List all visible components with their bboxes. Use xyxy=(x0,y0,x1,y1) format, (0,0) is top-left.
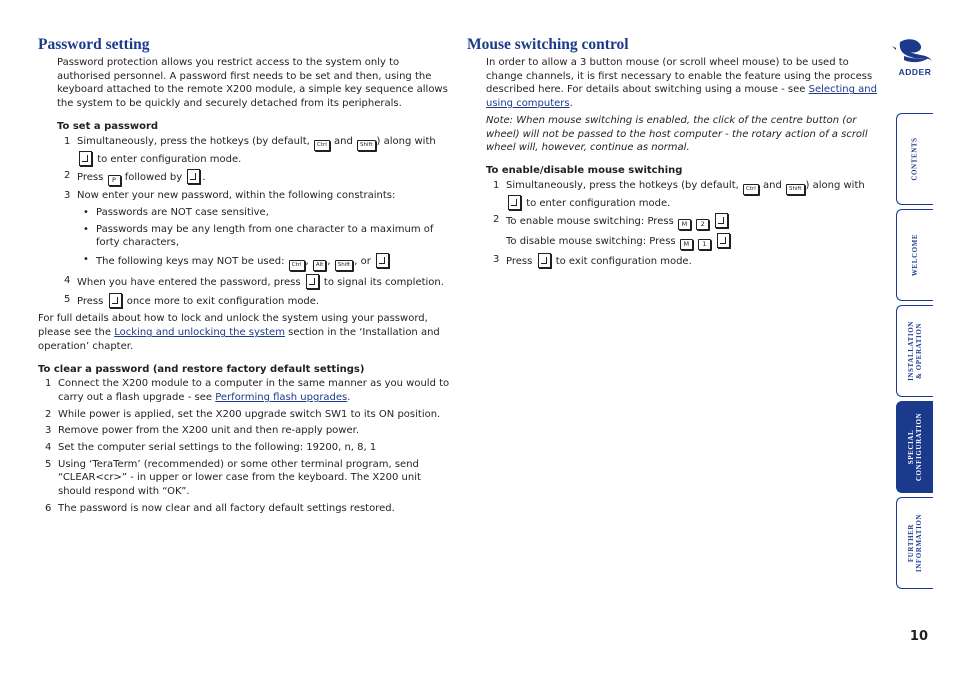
mouse-switching-section xyxy=(467,36,879,269)
set-step-5: 5 Press once more to exit configuration mode. xyxy=(64,293,320,307)
clear-step-4: 4 Set the computer serial settings to the following: 19200, n, 8, 1 xyxy=(45,442,377,454)
ctrl-key-icon: Ctrl xyxy=(289,260,305,271)
clear-password-title: To clear a password (and restore factory default settings) xyxy=(38,363,365,375)
enter-key-icon xyxy=(717,233,730,248)
constraint-bullet-3: • The following keys may NOT be used: Ctrl , Alt , Shift , or xyxy=(57,253,450,271)
password-intro: Password protection allows you restrict access to the system only to authorised personnel. A password first needs to be set and then, using the keyboard attached to the remote X200 module, a simple key sequence allows the system to be quickly and securely detached from its peripherals. xyxy=(57,57,448,110)
enter-key-icon xyxy=(187,169,200,184)
tab-special-configuration[interactable]: SPECIAL CONFIGURATION xyxy=(896,401,933,493)
set-step-4: 4 When you have entered the password, press to signal its completion. xyxy=(64,275,444,289)
m-key-icon: M xyxy=(678,219,691,230)
tab-further-information[interactable]: FURTHER INFORMATION xyxy=(896,497,933,589)
tab-installation-operation[interactable]: INSTALLATION & OPERATION xyxy=(896,305,933,397)
enable-mouse-title: To enable/disable mouse switching xyxy=(486,164,683,176)
mouse-switching-heading: Mouse switching control xyxy=(467,36,629,53)
selecting-computers-link[interactable]: Selecting and using computers xyxy=(486,84,877,110)
shift-key-icon: Shift xyxy=(786,184,805,195)
constraint-bullet-1: • Passwords are NOT case sensitive, xyxy=(57,206,450,220)
enter-key-icon xyxy=(376,253,389,268)
shift-key-icon: Shift xyxy=(335,260,354,271)
enter-key-icon xyxy=(79,151,92,166)
set-step-3: 3 Now enter your new password, within the following constraints: xyxy=(64,190,396,202)
m-key-icon: M xyxy=(680,239,693,250)
ctrl-key-icon: Ctrl xyxy=(314,140,330,151)
enable-step-1: 1 Simultaneously, press the hotkeys (by default, Ctrl and Shift ) along with to enter configuration mode. xyxy=(493,179,865,209)
clear-step-2: 2 While power is applied, set the X200 upgrade switch SW1 to its ON position. xyxy=(45,408,441,420)
clear-step-3: 3 Remove power from the X200 unit and then re-apply power. xyxy=(45,425,359,437)
enter-key-icon xyxy=(508,195,521,210)
clear-step-6: 6 The password is now clear and all factory default settings restored. xyxy=(45,502,395,514)
enable-step-3: 3 Press to exit configuration mode. xyxy=(493,254,692,268)
enable-step-2: 2 To enable mouse switching: Press M 2 To disable mouse switching: Press M 1 xyxy=(486,213,879,250)
enter-key-icon xyxy=(306,274,319,289)
mouse-intro: In order to allow a 3 button mouse (or scroll wheel mouse) to be used to change channels, it is first necessary to enable the feature using the process described here. For details about switching using a mouse - see Selecting and using computers. xyxy=(486,57,877,110)
one-key-icon: 1 xyxy=(698,239,711,250)
enter-key-icon xyxy=(109,293,122,308)
disable-line: To disable mouse switching: Press M 1 xyxy=(506,233,879,250)
alt-key-icon: Alt xyxy=(313,260,326,271)
set-password-title: To set a password xyxy=(57,120,159,132)
ctrl-key-icon: Ctrl xyxy=(743,184,759,195)
shift-key-icon: Shift xyxy=(357,140,376,151)
mouse-note: Note: When mouse switching is enabled, the click of the centre button (or wheel) will not be passed to the host computer - the rotary action of a scroll wheel will, however, continue as normal. xyxy=(486,114,868,154)
tab-contents[interactable]: CONTENTS xyxy=(896,113,933,205)
password-setting-heading: Password setting xyxy=(38,36,150,53)
two-key-icon: 2 xyxy=(696,219,709,230)
full-details-paragraph: For full details about how to lock and unlock the system using your password, please see the Locking and unlocking the system section in the ‘Installation and operation’ chapter. xyxy=(38,313,440,352)
adder-logo-text: ADDER xyxy=(898,67,932,77)
set-step-2: 2 Press P followed by . xyxy=(64,170,206,185)
tab-welcome[interactable]: WELCOME xyxy=(896,209,933,301)
p-key-icon: P xyxy=(108,175,121,186)
flash-upgrades-link[interactable]: Performing flash upgrades xyxy=(215,391,348,403)
password-setting-section xyxy=(38,36,450,516)
enter-key-icon xyxy=(538,253,551,268)
locking-unlocking-link[interactable]: Locking and unlocking the system xyxy=(114,327,285,339)
constraint-bullet-2: • Passwords may be any length from one character to a maximum of forty characters, xyxy=(57,223,450,250)
enter-key-icon xyxy=(715,213,728,228)
page-number: 10 xyxy=(909,629,928,644)
clear-step-1: 1 Connect the X200 module to a computer in the same manner as you would to carry out a flash upgrade - see Performing flash upgrades. xyxy=(45,378,450,403)
set-step-1: 1 Simultaneously, press the hotkeys (by default, Ctrl and Shift ) along with to enter configuration mode. xyxy=(64,135,436,165)
clear-step-5: 5 Using ‘TeraTerm’ (recommended) or some other terminal program, send “CLEAR<cr>” - in upper or lower case from the keyboard. The X200 unit should respond with “OK”. xyxy=(45,458,421,498)
